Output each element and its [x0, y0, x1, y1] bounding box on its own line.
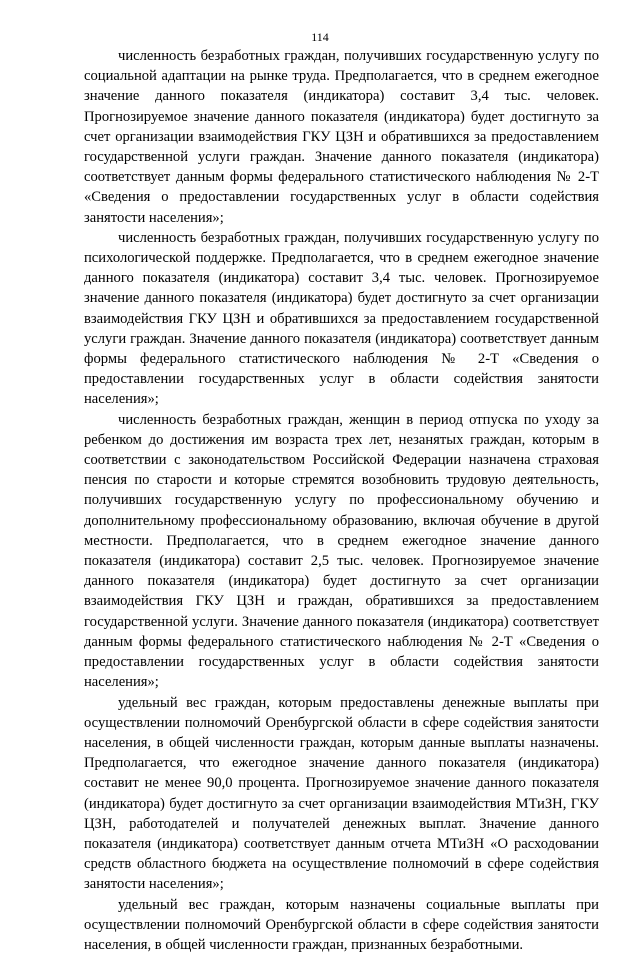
paragraph-social-payments-share: удельный вес граждан, которым назначены социальные выплаты при осуществлении полномочий Оренбургской области в сфере содействия занятости населения, в общей численности граждан, признанных безработными. — [84, 896, 599, 953]
page-number: 114 — [311, 30, 329, 44]
paragraph-professional-training: численность безработных граждан, женщин в период отпуска по уходу за ребенком до достижения им возраста трех лет, незанятых граждан, которым в соответствии с законодательством Российской Федерации назначена страховая пенсия по старости и которые стремятся возобновить трудовую деятельность, получивших государственную услугу по профессиональному обучению и дополнительному профессиональному образованию, включая обучение в другой местности. Предполагается, что в среднем ежегодное значение данного показателя (индикатора) составит 2,5 тыс. человек. Прогнозируемое значение данного показателя (индикатора) будет достигнуто за счет организации взаимодействия ГКУ ЦЗН и граждан, обратившихся за предоставлением государственной услуги. Значение данного показателя (индикатора) соответствует данным формы федерального статистического наблюдения № 2-Т «Сведения о предоставлении государственных услуг в области содействия занятости населения»; — [84, 411, 599, 691]
paragraph-psychological-support: численность безработных граждан, получивших государственную услугу по психологической поддержке. Предполагается, что в среднем ежегодное значение данного показателя (индикатора) составит 3,4 тыс. человек. Прогнозируемое значение данного показателя (индикатора) будет достигнуто за счет организации взаимодействия ГКУ ЦЗН и обратившихся за предоставлением государственной услуги граждан. Значение данного показателя (индикатора) соответствует данным формы федерального статистического наблюдения № 2-Т «Сведения о предоставлении государственных услуг в области содействия занятости населения»; — [84, 229, 599, 408]
paragraph-social-adaptation: численность безработных граждан, получивших государственную услугу по социальной адаптации на рынке труда. Предполагается, что в среднем ежегодное значение данного показателя (индикатора) составит 3,4 тыс. человек. Прогнозируемое значение данного показателя (индикатора) будет достигнуто за счет организации взаимодействия ГКУ ЦЗН и обратившихся за предоставлением государственной услуги граждан. Значение данного показателя (индикатора) соответствует данным формы федерального статистического наблюдения № 2-Т «Сведения о предоставлении государственных услуг в области содействия занятости населения»; — [84, 48, 599, 226]
paragraph-cash-payments-share: удельный вес граждан, которым предоставлены денежные выплаты при осуществлении полномочий Оренбургской области в сфере содействия занятости населения, в общей численности граждан, которым данные выплаты назначены. Предполагается, что ежегодное значение данного показателя (индикатора) составит не менее 90,0 процента. Прогнозируемое значение данного показателя (индикатора) будет достигнуто за счет организации взаимодействия МТиЗН, ГКУ ЦЗН, работодателей и получателей денежных выплат. Значение данного показателя (индикатора) соответствует данным отчета МТиЗН «О расходовании средств областного бюджета на осуществление полномочий в сфере содействия занятости населения»; — [84, 694, 599, 893]
page-body — [84, 46, 599, 955]
